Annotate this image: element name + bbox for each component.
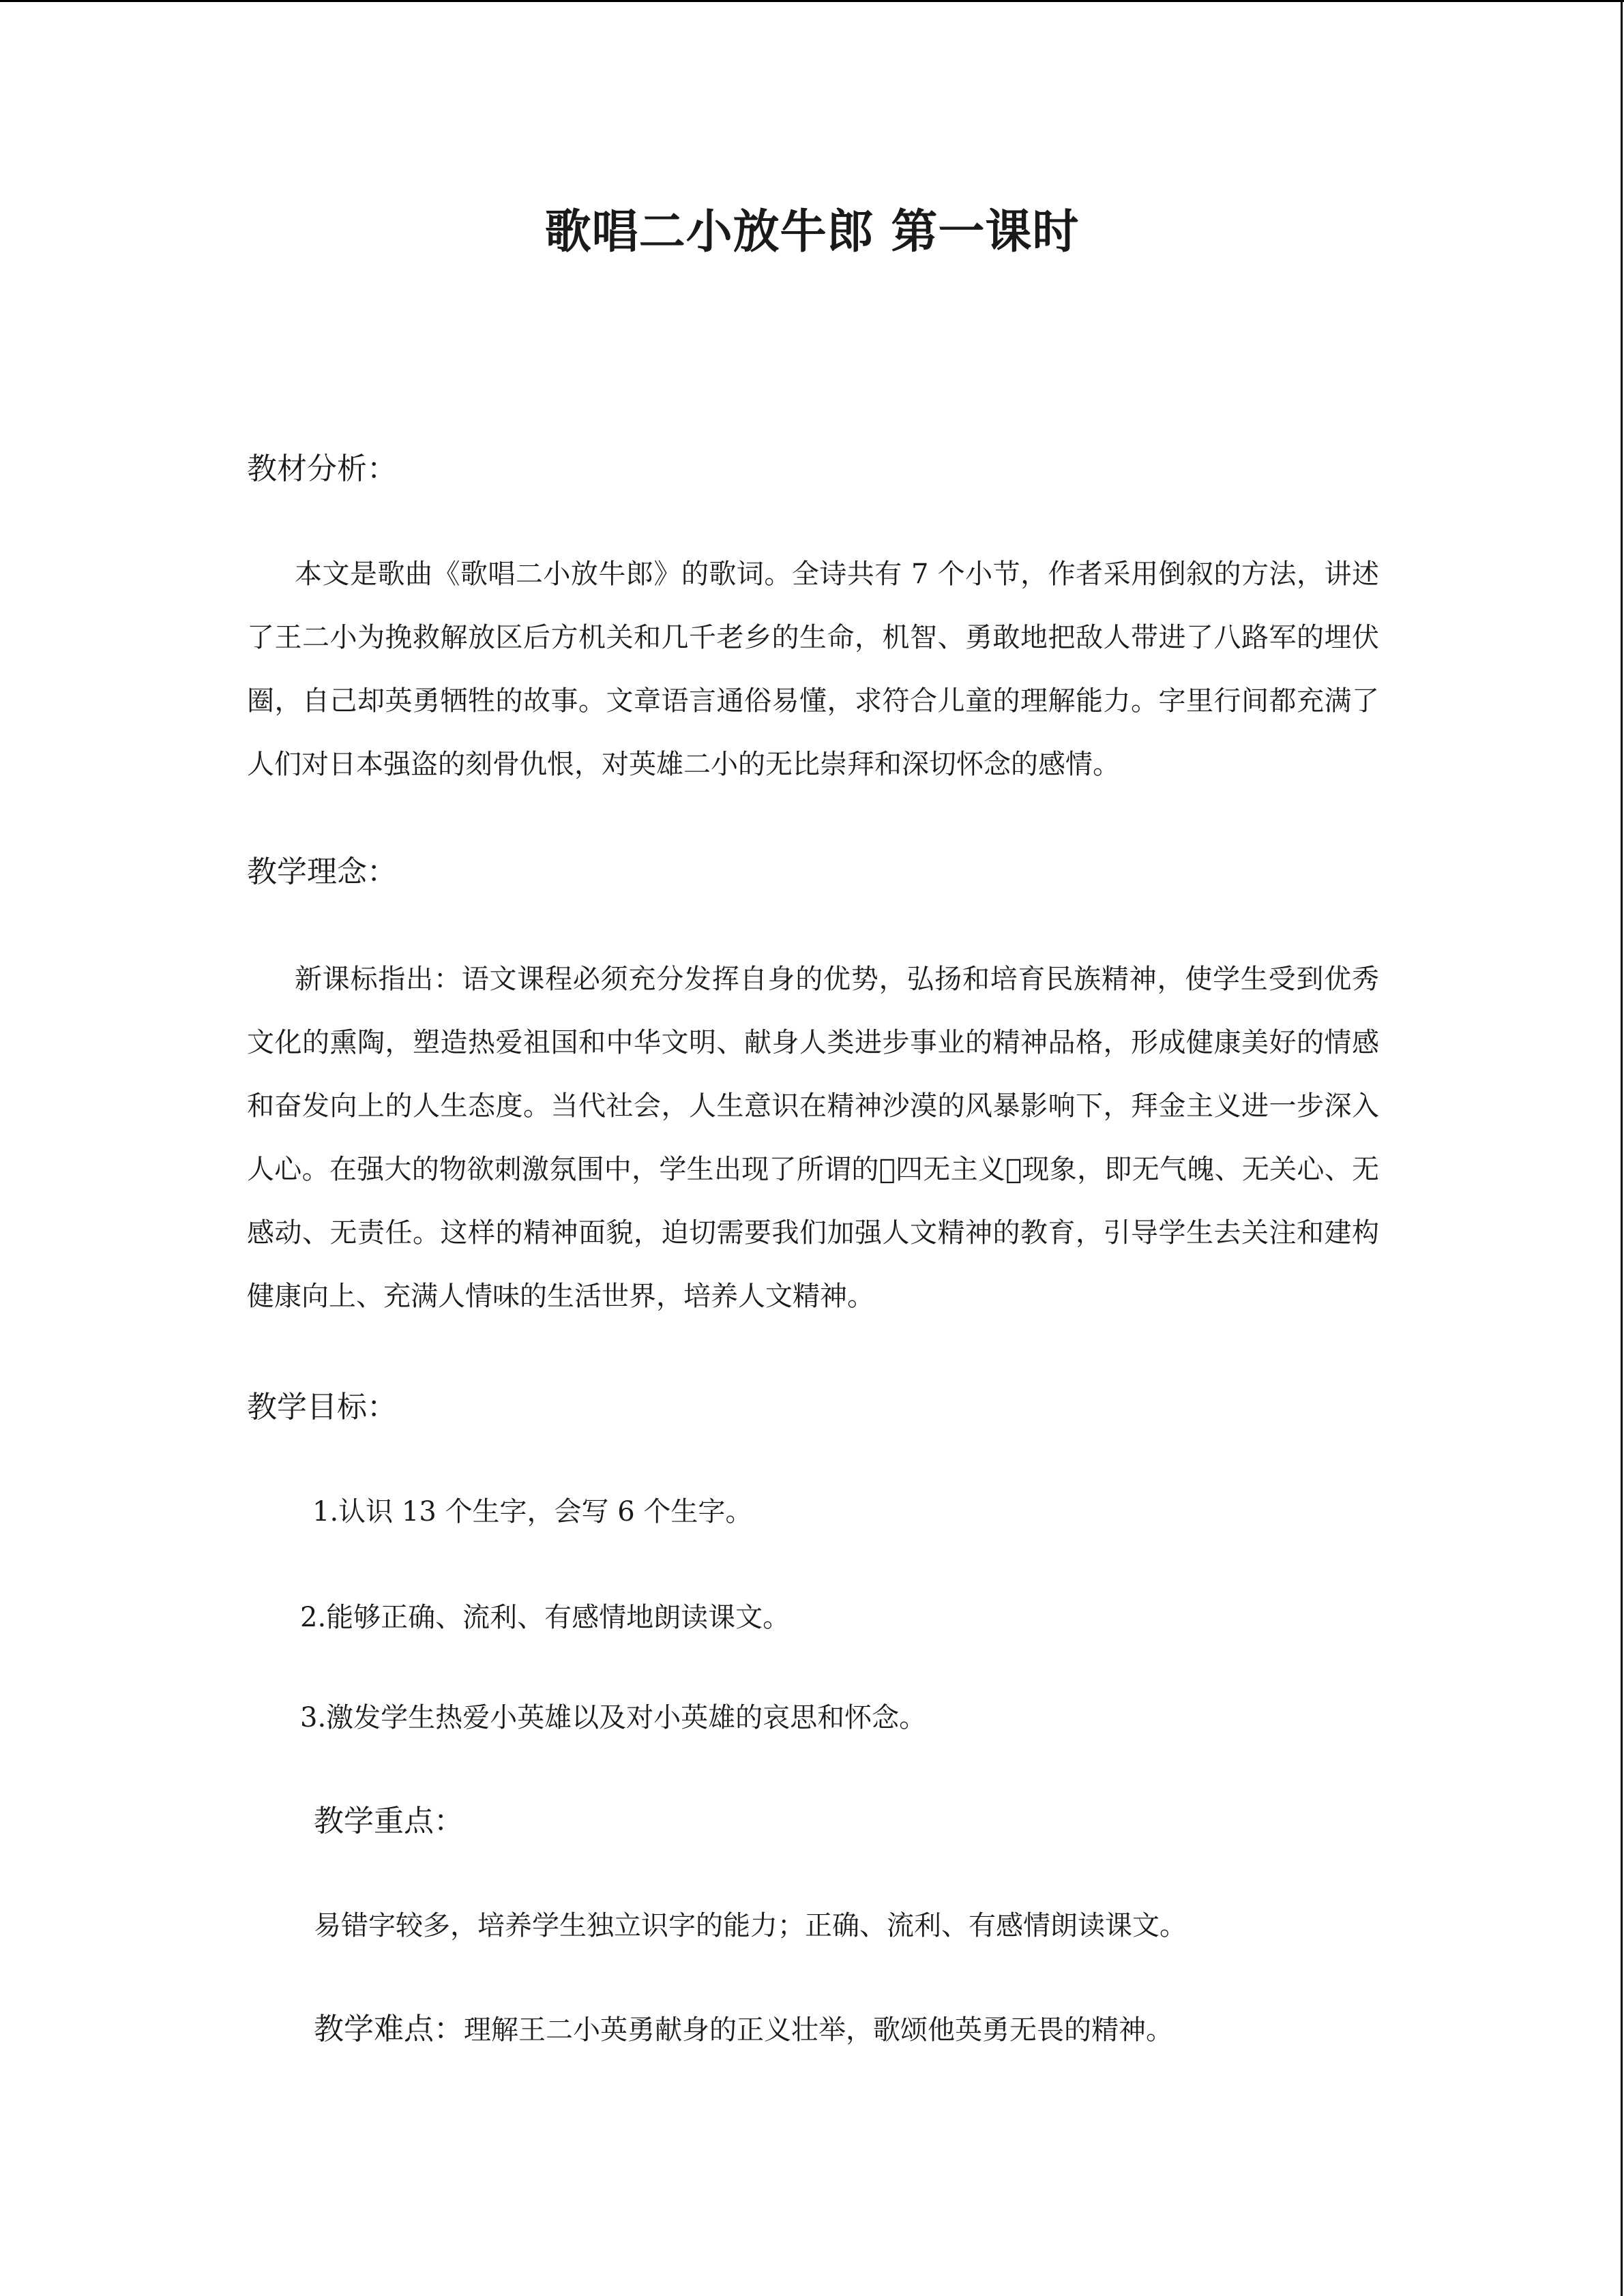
goals-heading: 教学目标：: [247, 1390, 397, 1425]
analysis-paragraph: 本文是歌曲《歌唱二小放牛郎》的歌词。全诗共有 7 个小节，作者采用倒叙的方法，讲述了王二小为挽救解放区后方机关和几千老乡的生命，机智、勇敢地把敌人带进了八路军的埋伏圈，自己却英勇牺牲的故事。文章语言通俗易懂，求符合儿童的理解能力。字里行间都充满了人们对日本强盗的刻骨仇恨，对英雄二小的无比崇拜和深切怀念的感情。: [247, 558, 1379, 780]
difficulty-label: 教学难点：: [314, 2012, 464, 2046]
philosophy-heading: 教学理念：: [247, 854, 397, 889]
key-points-text: 易错字较多，培养学生独立识字的能力；正确、流利、有感情朗读课文。: [314, 1910, 1187, 1941]
goal-item-3: 3.激发学生热爱小英雄以及对小英雄的哀思和怀念。: [300, 1702, 927, 1733]
key-points-heading: 教学重点：: [314, 1804, 464, 1838]
difficulty-line: [314, 2012, 1173, 2048]
goal-item-1: 1.认识 13 个生字，会写 6 个生字。: [312, 1496, 753, 1527]
document-title: 歌唱二小放牛郎 第一课时: [544, 205, 1080, 259]
page-top-border: [0, 0, 1624, 2]
difficulty-text: 理解王二小英勇献身的正义壮举，歌颂他英勇无畏的精神。: [464, 2014, 1173, 2046]
goal-item-2: 2.能够正确、流利、有感情地朗读课文。: [300, 1602, 791, 1633]
philosophy-paragraph: 新课标指出：语文课程必须充分发挥自身的优势，弘扬和培育民族精神，使学生受到优秀文化的熏陶，塑造热爱祖国和中华文明、献身人类进步事业的精神品格，形成健康美好的情感和奋发向上的人生态度。当代社会，人生意识在精神沙漠的风暴影响下，拜金主义进一步深入人心。在强大的物欲刺激氛围中，学生出现了所谓的 四无主义 现象，即无气魄、无关心、无感动、无责任。这样的精神面貌，迫切需要我们加强人文精神的教育，引导学生去关注和建构健康向上、充满人情味的生活世界，培养人文精神。: [247, 964, 1379, 1312]
analysis-heading: 教材分析：: [247, 451, 397, 486]
page-right-border: [1621, 0, 1623, 2296]
